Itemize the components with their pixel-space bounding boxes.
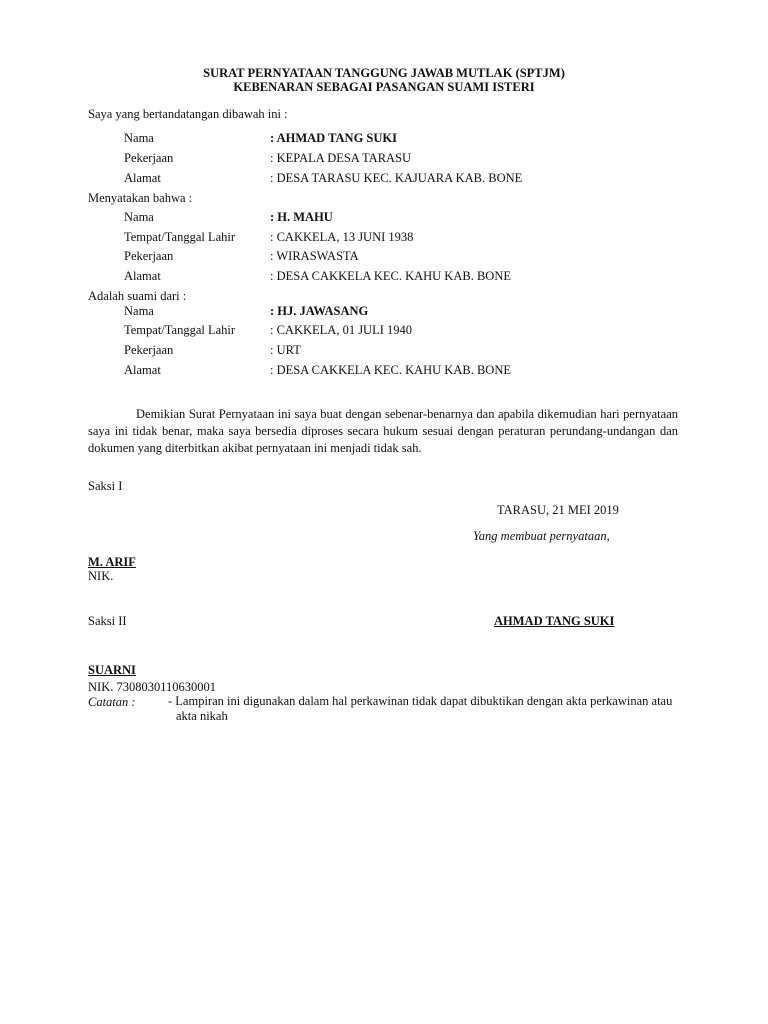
signer-job-label: Pekerjaan — [124, 151, 174, 165]
title-line-1: SURAT PERNYATAAN TANGGUNG JAWAB MUTLAK (SPTJM) — [203, 66, 565, 80]
husband-address-value: : DESA CAKKELA KEC. KAHU KAB. BONE — [270, 269, 511, 283]
witness1-name: M. ARIF — [88, 555, 136, 569]
husband-name-value: : H. MAHU — [270, 210, 333, 224]
husband-job-label: Pekerjaan — [124, 249, 174, 263]
note-label: Catatan : — [88, 695, 136, 709]
wife-address-value: : DESA CAKKELA KEC. KAHU KAB. BONE — [270, 363, 511, 377]
declares-text: Menyatakan bahwa : — [88, 191, 193, 205]
witness1-nik: NIK. — [88, 569, 114, 583]
husband-job-value: : WIRASWASTA — [270, 249, 359, 263]
statement-paragraph: Demikian Surat Pernyataan ini saya buat dengan sebenar-benarnya dan apabila dikemudian hari pernyataan saya ini tidak benar, maka saya bersedia diproses secara hukum sesuai dengan peraturan perundang-undangan dan dokumen yang diterbitkan akibat pernyataan ini menjadi tidak sah. — [88, 407, 678, 455]
witness2-nik: NIK. 7308030110630001 — [88, 680, 217, 694]
husband-of-text: Adalah suami dari : — [88, 289, 187, 303]
signer-name-label: Nama — [124, 131, 154, 145]
intro-text: Saya yang bertandatangan dibawah ini : — [88, 107, 288, 121]
wife-birth-label: Tempat/Tanggal Lahir — [124, 323, 236, 337]
witness2-heading: Saksi II — [88, 614, 127, 628]
signer-name-value: : AHMAD TANG SUKI — [270, 131, 397, 145]
wife-job-value: : URT — [270, 343, 301, 357]
husband-name-label: Nama — [124, 210, 154, 224]
husband-birth-label: Tempat/Tanggal Lahir — [124, 230, 236, 244]
place-date: TARASU, 21 MEI 2019 — [497, 503, 619, 517]
wife-job-label: Pekerjaan — [124, 343, 174, 357]
signer-job-value: : KEPALA DESA TARASU — [270, 151, 412, 165]
maker-signature-name: AHMAD TANG SUKI — [494, 614, 615, 628]
husband-birth-value: : CAKKELA, 13 JUNI 1938 — [270, 230, 414, 244]
maker-label: Yang membuat pernyataan, — [473, 529, 610, 543]
wife-name-value: : HJ. JAWASANG — [270, 304, 369, 318]
wife-address-label: Alamat — [124, 363, 161, 377]
husband-address-label: Alamat — [124, 269, 161, 283]
title-line-2: KEBENARAN SEBAGAI PASANGAN SUAMI ISTERI — [233, 80, 535, 94]
signer-address-value: : DESA TARASU KEC. KAJUARA KAB. BONE — [270, 171, 523, 185]
wife-name-label: Nama — [124, 304, 154, 318]
wife-birth-value: : CAKKELA, 01 JULI 1940 — [270, 323, 413, 337]
witness1-heading: Saksi I — [88, 479, 123, 493]
note-text: - Lampiran ini digunakan dalam hal perkawinan tidak dapat dibuktikan dengan akta perkawinan atau akta nikah — [168, 694, 673, 723]
signer-address-label: Alamat — [124, 171, 161, 185]
witness2-name: SUARNI — [88, 663, 136, 677]
